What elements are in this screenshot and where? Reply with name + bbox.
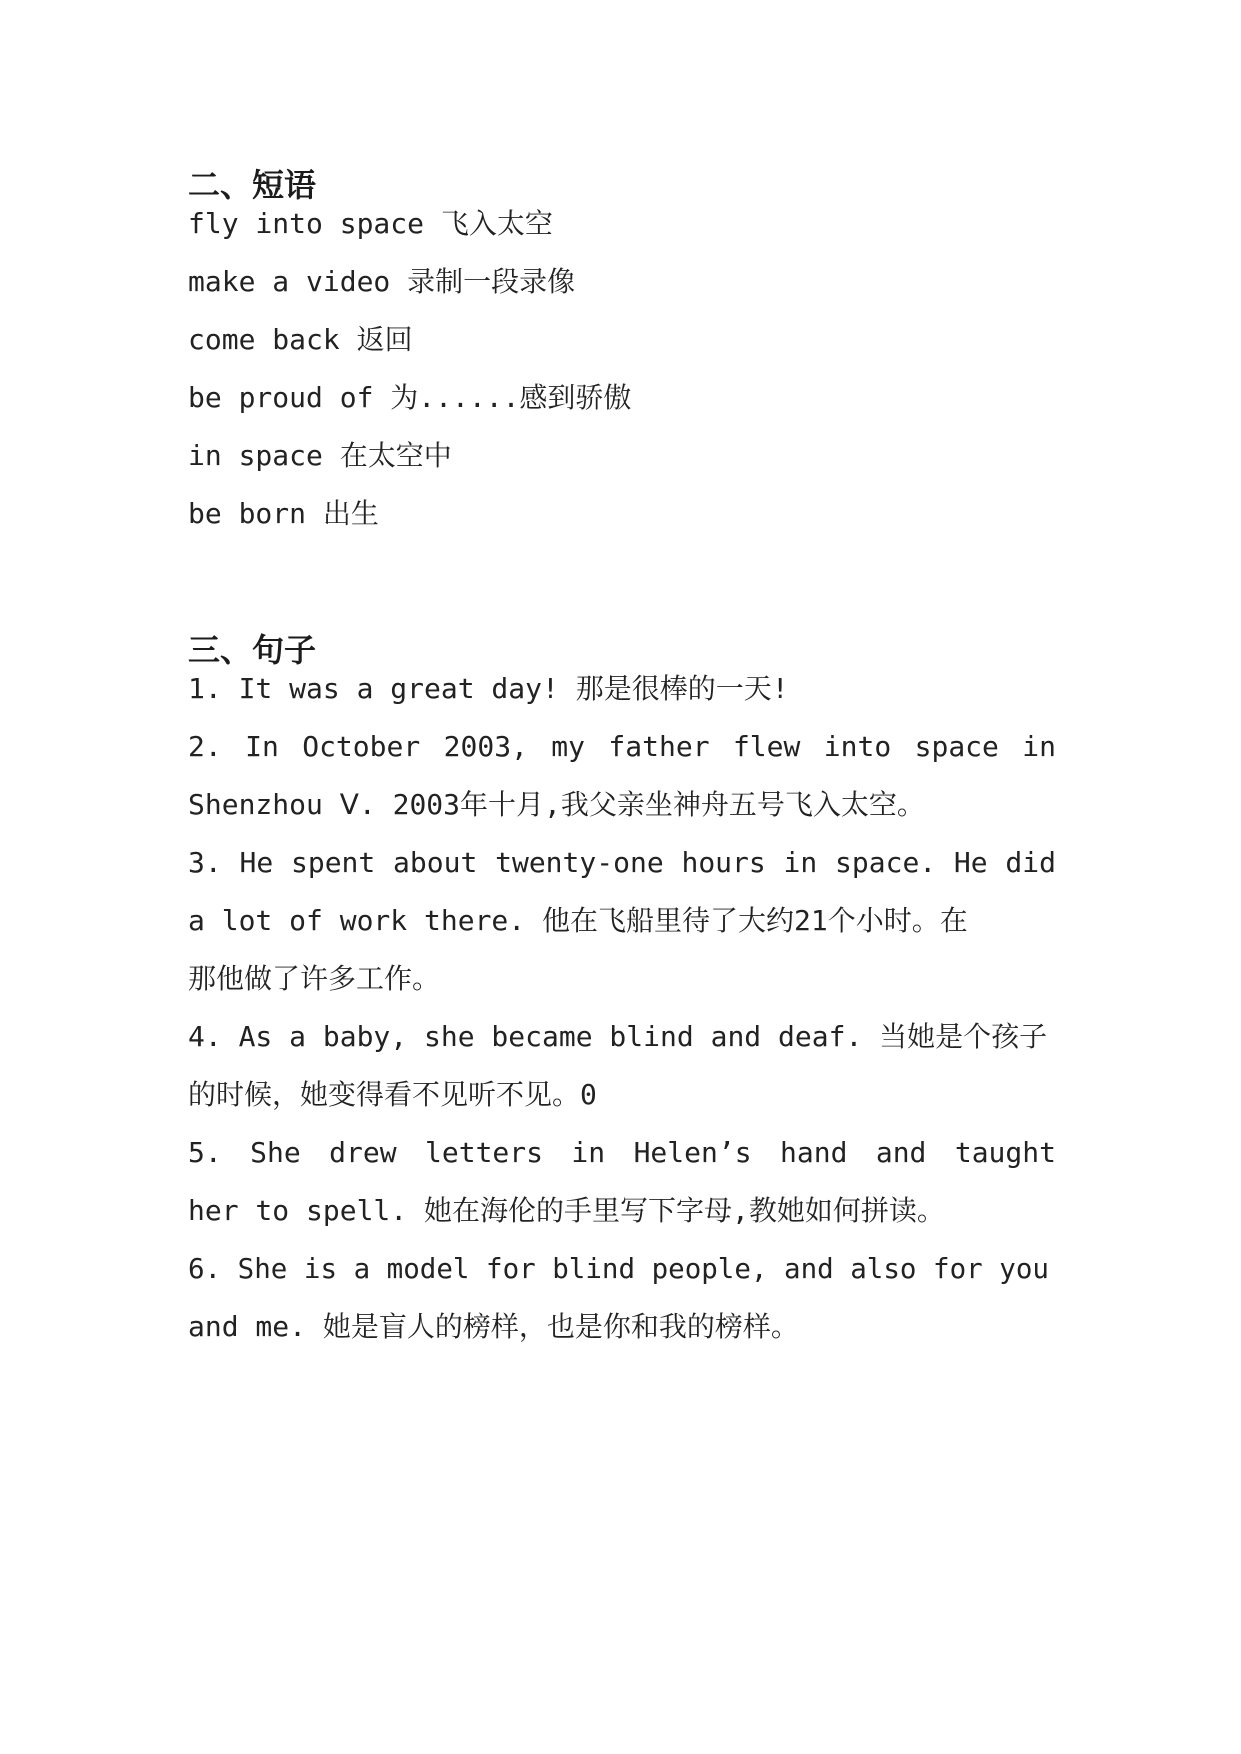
phrase-item: fly into space 飞入太空: [188, 207, 553, 240]
sentence-line: Shenzhou Ⅴ. 2003年十月,我父亲坐神舟五号飞入太空。: [188, 788, 925, 821]
sentence-line: 的时候，她变得看不见听不见。0: [188, 1078, 597, 1111]
phrase-item: come back 返回: [188, 323, 413, 356]
sentence-line: 4. As a baby, she became blind and deaf. 当她是个孩子: [188, 1020, 1048, 1053]
phrase-item: in space 在太空中: [188, 439, 452, 472]
phrase-item: make a video 录制一段录像: [188, 265, 576, 298]
sentence-line: 那他做了许多工作。: [188, 962, 441, 995]
sentence-line: 1. It was a great day! 那是很棒的一天!: [188, 672, 789, 705]
sentence-line: and me. 她是盲人的榜样，也是你和我的榜样。: [188, 1310, 799, 1343]
sentence-line: a lot of work there. 他在飞船里待了大约21个小时。在: [188, 904, 968, 937]
phrase-item: be proud of 为......感到骄傲: [188, 381, 632, 414]
sentence-line: 6. She is a model for blind people, and also for you: [188, 1253, 1049, 1285]
sentence-line: 5. She drew letters in Helen’s hand and taught: [188, 1136, 1056, 1169]
phrase-item: be born 出生: [188, 497, 379, 530]
sentence-line: her to spell. 她在海伦的手里写下字母,教她如何拼读。: [188, 1194, 945, 1227]
section-heading-sentences: 三、句子: [188, 631, 317, 669]
sentence-line: 2. In October 2003, my father flew into space in: [188, 730, 1056, 763]
section-heading-phrases: 二、短语: [188, 166, 317, 204]
sentence-line: 3. He spent about twenty-one hours in space. He did: [188, 846, 1056, 879]
